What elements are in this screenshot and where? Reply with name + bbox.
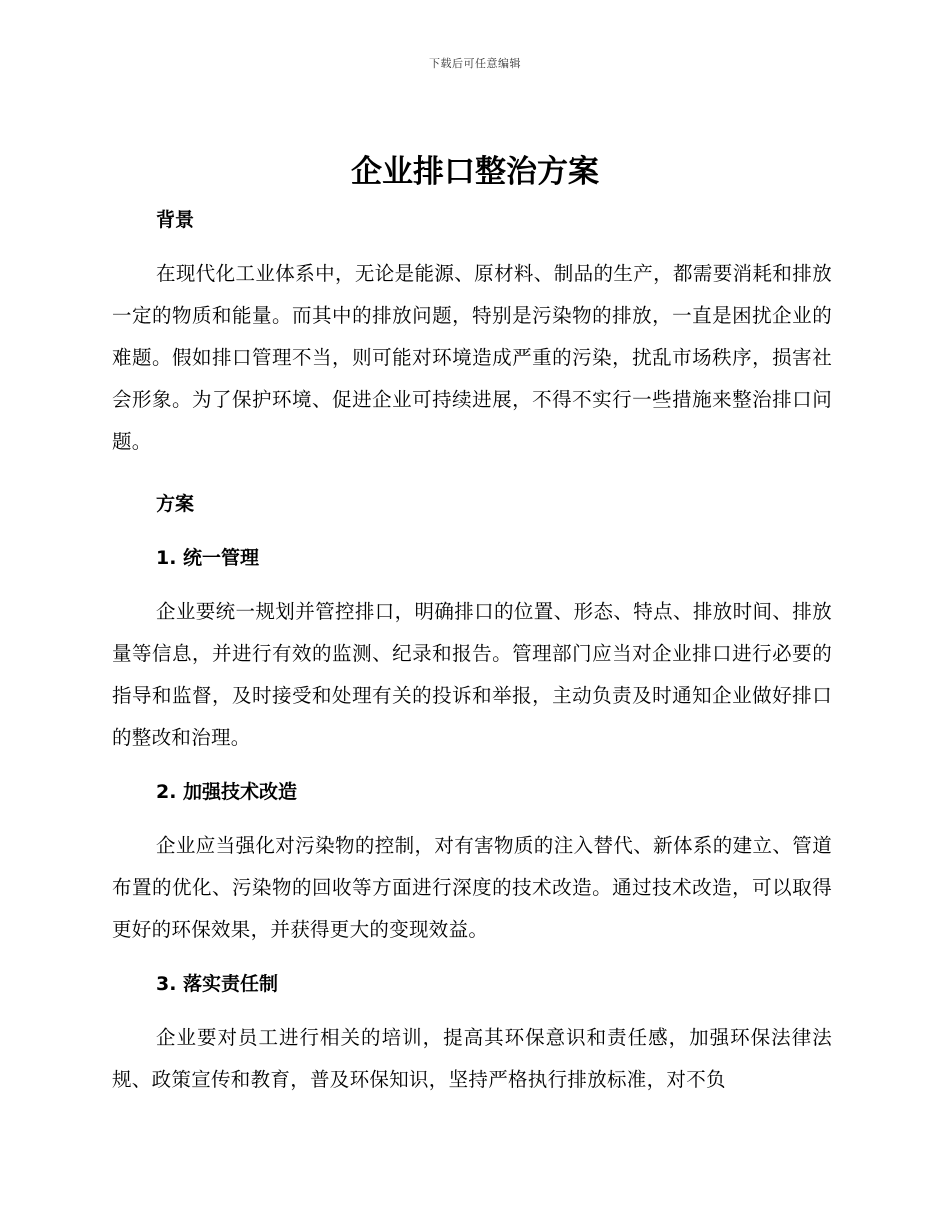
- document-title: 企业排口整治方案: [351, 154, 599, 190]
- background-heading: 背景: [156, 209, 195, 231]
- section-paragraph-technical-upgrade: 企业应当强化对污染物的控制，对有害物质的注入替代、新体系的建立、管道布置的优化、污染物的回收等方面进行深度的技术改造。通过技术改造，可以取得更好的环保效果，并获得更大的变现效益。: [112, 834, 832, 941]
- section-heading-technical-upgrade: 2. 加强技术改造: [156, 781, 298, 803]
- background-paragraph: 在现代化工业体系中，无论是能源、原材料、制品的生产，都需要消耗和排放一定的物质和能量。而其中的排放问题，特别是污染物的排放，一直是困扰企业的难题。假如排口管理不当，则可能对环境造成严重的污染，扰乱市场秩序，损害社会形象。为了保护环境、促进企业可持续进展，不得不实行一些措施来整治排口问题。: [112, 262, 832, 453]
- section-heading-responsibility-system: 3. 落实责任制: [156, 973, 279, 995]
- section-paragraph-responsibility-system: 企业要对员工进行相关的培训，提高其环保意识和责任感，加强环保法律法规、政策宣传和教育，普及环保知识，坚持严格执行排放标准，对不负: [112, 1026, 832, 1091]
- plan-heading: 方案: [156, 493, 195, 515]
- section-heading-unified-management: 1. 统一管理: [156, 547, 260, 569]
- document-body: [112, 201, 832, 1101]
- section-paragraph-unified-management: 企业要统一规划并管控排口，明确排口的位置、形态、特点、排放时间、排放量等信息，并进行有效的监测、纪录和报告。管理部门应当对企业排口进行必要的指导和监督，及时接受和处理有关的投诉和举报，主动负责及时通知企业做好排口的整改和治理。: [112, 600, 832, 749]
- page-header-note: 下载后可任意编辑: [429, 57, 521, 70]
